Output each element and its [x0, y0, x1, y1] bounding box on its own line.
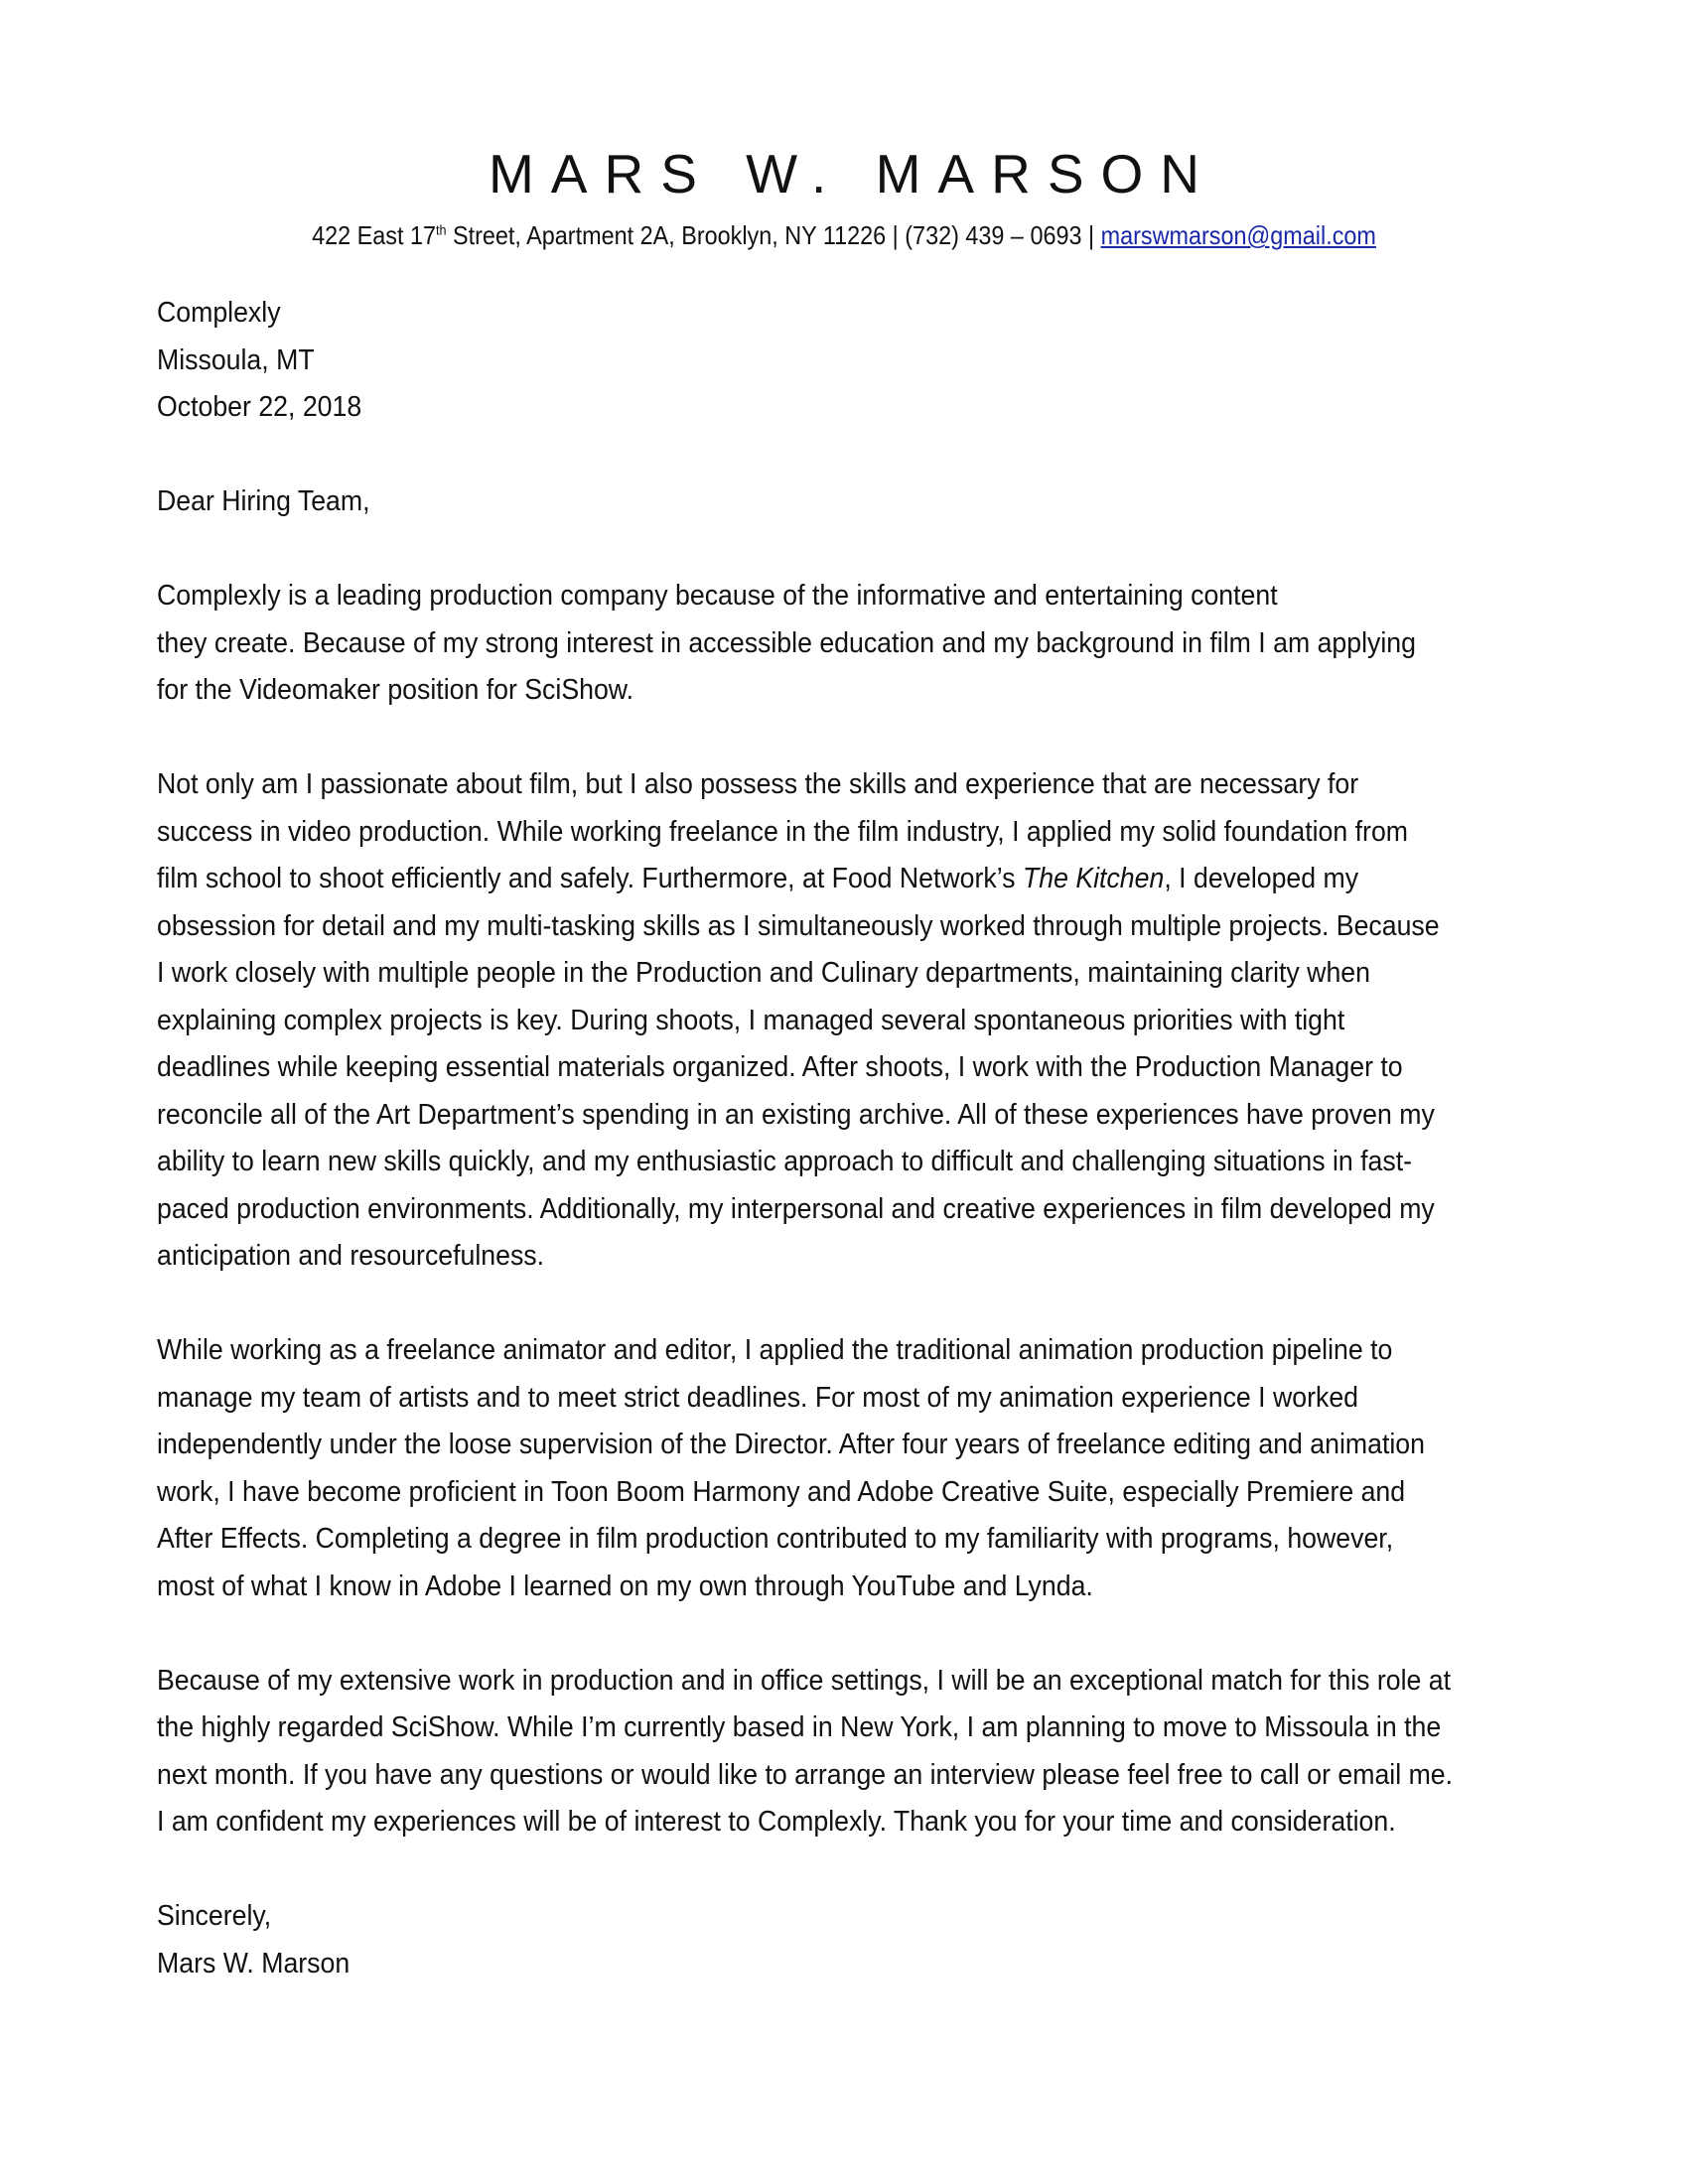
paragraph-line: explaining complex projects is key. During shoots, I managed several spontaneous priorities with tight	[157, 1004, 1345, 1036]
sign-off	[157, 1893, 1509, 1987]
paragraph-conclusion	[157, 1658, 1509, 1846]
contact-line	[84, 218, 1604, 252]
paragraph-line: most of what I know in Adobe I learned on my own through YouTube and Lynda.	[157, 1570, 1093, 1602]
paragraph-line: manage my team of artists and to meet strict deadlines. For most of my animation experience I worked	[157, 1381, 1359, 1414]
paragraph-line: I am confident my experiences will be of interest to Complexly. Thank you for your time and consideration.	[157, 1806, 1396, 1838]
paragraph-line: for the Videomaker position for SciShow.	[157, 674, 634, 706]
paragraph-line: I work closely with multiple people in the Production and Culinary departments, maintaining clarity when	[157, 957, 1370, 989]
closing: Sincerely,	[157, 1900, 272, 1932]
signature-name: Mars W. Marson	[157, 1947, 351, 1979]
paragraph-line: While working as a freelance animator and editor, I applied the traditional animation production pipeline to	[157, 1334, 1393, 1366]
sender-name: MARS W. MARSON	[488, 143, 1217, 205]
address-ordinal: th	[435, 221, 447, 238]
paragraph-line: Complexly is a leading production company because of the informative and entertaining content	[157, 580, 1278, 612]
recipient-block	[157, 290, 1509, 432]
paragraph-line: ability to learn new skills quickly, and my enthusiastic approach to difficult and challenging situations in fast-	[157, 1146, 1413, 1177]
email-link[interactable]: marswmarson@gmail.com	[1100, 220, 1376, 250]
address-street: 422 East 17	[312, 220, 436, 250]
paragraph-line: independently under the loose supervision of the Director. After four years of freelance editing and animation	[157, 1429, 1425, 1460]
paragraph-line: success in video production. While working freelance in the film industry, I applied my solid foundation from	[157, 815, 1409, 848]
text-segment: , I developed my	[1164, 863, 1359, 894]
paragraph-line: After Effects. Completing a degree in film production contributed to my familiarity with programs, however,	[157, 1523, 1394, 1555]
paragraph-line: paced production environments. Additionally, my interpersonal and creative experiences in film developed my	[157, 1192, 1435, 1225]
letter-body	[157, 290, 1509, 1987]
text-segment: film school to shoot efficiently and safely. Furthermore, at Food Network’s	[157, 863, 1023, 894]
paragraph-line: Not only am I passionate about film, but I also possess the skills and experience that are necessary for	[157, 768, 1359, 800]
paragraph-line: deadlines while keeping essential materials organized. After shoots, I work with the Production Manager to	[157, 1051, 1403, 1083]
recipient-company: Complexly	[157, 297, 281, 329]
paragraph-line: obsession for detail and my multi-tasking skills as I simultaneously worked through multiple projects. Because	[157, 909, 1440, 942]
paragraph-line: anticipation and resourcefulness.	[157, 1240, 545, 1272]
paragraph-line: work, I have become proficient in Toon Boom Harmony and Adobe Creative Suite, especially Premiere and	[157, 1475, 1406, 1508]
paragraph-line	[157, 856, 1509, 903]
paragraph-experience	[157, 761, 1509, 1281]
paragraph-line: they create. Because of my strong interest in accessible education and my background in film I am applying	[157, 626, 1416, 659]
paragraph-line: the highly regarded SciShow. While I’m currently based in New York, I am planning to move to Missoula in the	[157, 1711, 1442, 1743]
paragraph-line: reconcile all of the Art Department’s spending in an existing archive. All of these experiences have proven my	[157, 1098, 1435, 1131]
salutation: Dear Hiring Team,	[157, 485, 370, 517]
recipient-location: Missoula, MT	[157, 343, 315, 376]
address-rest: Street, Apartment 2A, Brooklyn, NY 11226 | (732) 439 – 0693 |	[446, 220, 1101, 250]
paragraph-line: Because of my extensive work in production and in office settings, I will be an exceptional match for this role at	[157, 1664, 1452, 1697]
letterhead	[0, 141, 1688, 252]
paragraph-intro	[157, 573, 1509, 715]
show-title: The Kitchen	[1022, 863, 1165, 894]
paragraph-line: next month. If you have any questions or would like to arrange an interview please feel free to call or email me.	[157, 1758, 1454, 1791]
letter-date: October 22, 2018	[157, 391, 362, 423]
paragraph-animation	[157, 1327, 1509, 1610]
